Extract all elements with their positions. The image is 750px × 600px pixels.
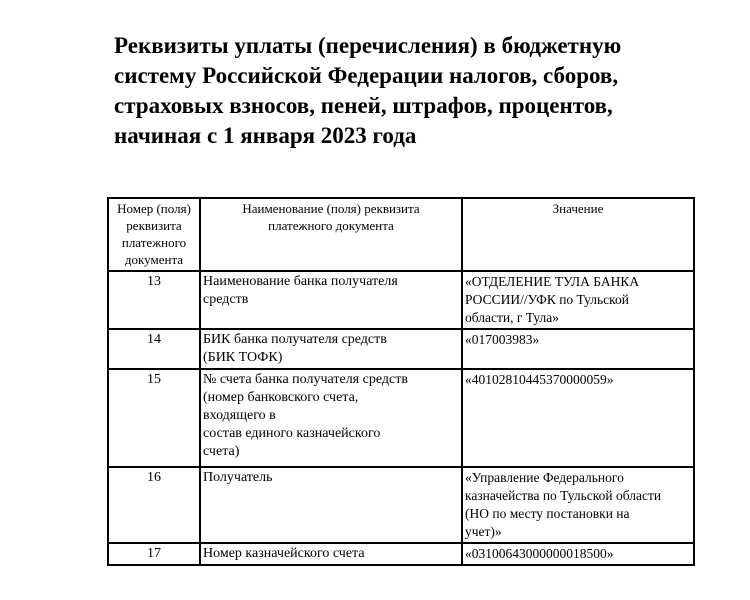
header-name-line: платежного документа [268, 218, 394, 233]
field-number: 14 [108, 329, 200, 369]
field-value-line: области, г Тула» [465, 310, 559, 325]
field-value-line: (НО по месту постановки на [465, 506, 630, 521]
field-value [462, 271, 694, 329]
field-value-line: «03100643000000018500» [465, 546, 614, 561]
field-value [462, 369, 694, 467]
field-value-line: «017003983» [465, 332, 540, 347]
field-value-line: РОССИИ//УФК по Тульской [465, 292, 630, 307]
field-value [462, 543, 694, 565]
table-header-row [108, 198, 694, 271]
field-name-line: № счета банка получателя средств [203, 372, 408, 387]
field-number: 13 [108, 271, 200, 329]
field-value [462, 329, 694, 369]
header-number-line: реквизита [126, 218, 182, 233]
title-line: страховых взносов, пеней, штрафов, процентов, [114, 93, 613, 118]
field-number: 17 [108, 543, 200, 565]
table-row [108, 369, 694, 467]
field-name [200, 543, 462, 565]
header-number-line: Номер (поля) [117, 201, 191, 216]
table-row [108, 329, 694, 369]
title-line: начиная с 1 января 2023 года [114, 123, 417, 148]
field-value-line: «Управление Федерального [465, 470, 624, 485]
requisites-table [107, 197, 695, 566]
header-number-line: документа [124, 252, 184, 267]
header-number [108, 198, 200, 271]
field-value [462, 467, 694, 543]
field-number: 16 [108, 467, 200, 543]
header-number-line: платежного [121, 235, 187, 250]
field-name-line: (БИК ТОФК) [203, 350, 283, 365]
field-value-line: учет)» [465, 524, 502, 539]
field-name-line: БИК банка получателя средств [203, 332, 387, 347]
table-row [108, 543, 694, 565]
document-title [114, 31, 714, 151]
field-name [200, 467, 462, 543]
field-name [200, 329, 462, 369]
header-name [200, 198, 462, 271]
field-value-line: «40102810445370000059» [465, 372, 614, 387]
header-name-line: Наименование (поля) реквизита [242, 201, 420, 216]
title-line: Реквизиты уплаты (перечисления) в бюджетную [114, 33, 622, 58]
field-name-line: Номер казначейского счета [203, 546, 365, 561]
field-number: 15 [108, 369, 200, 467]
header-value: Значение [462, 198, 694, 271]
field-name-line: (номер банковского счета, [203, 390, 359, 405]
title-line: систему Российской Федерации налогов, сборов, [114, 63, 619, 88]
field-name-line: входящего в [203, 408, 276, 423]
field-name-line: Наименование банка получателя [203, 274, 398, 289]
field-name [200, 369, 462, 467]
field-value-line: казначейства по Тульской области [465, 488, 662, 503]
table-row [108, 271, 694, 329]
table-row [108, 467, 694, 543]
field-name [200, 271, 462, 329]
field-name-line: состав единого казначейского [203, 426, 381, 441]
field-name-line: Получатель [203, 470, 273, 485]
field-name-line: счета) [203, 444, 240, 459]
field-name-line: средств [203, 292, 249, 307]
field-value-line: «ОТДЕЛЕНИЕ ТУЛА БАНКА [465, 274, 640, 289]
